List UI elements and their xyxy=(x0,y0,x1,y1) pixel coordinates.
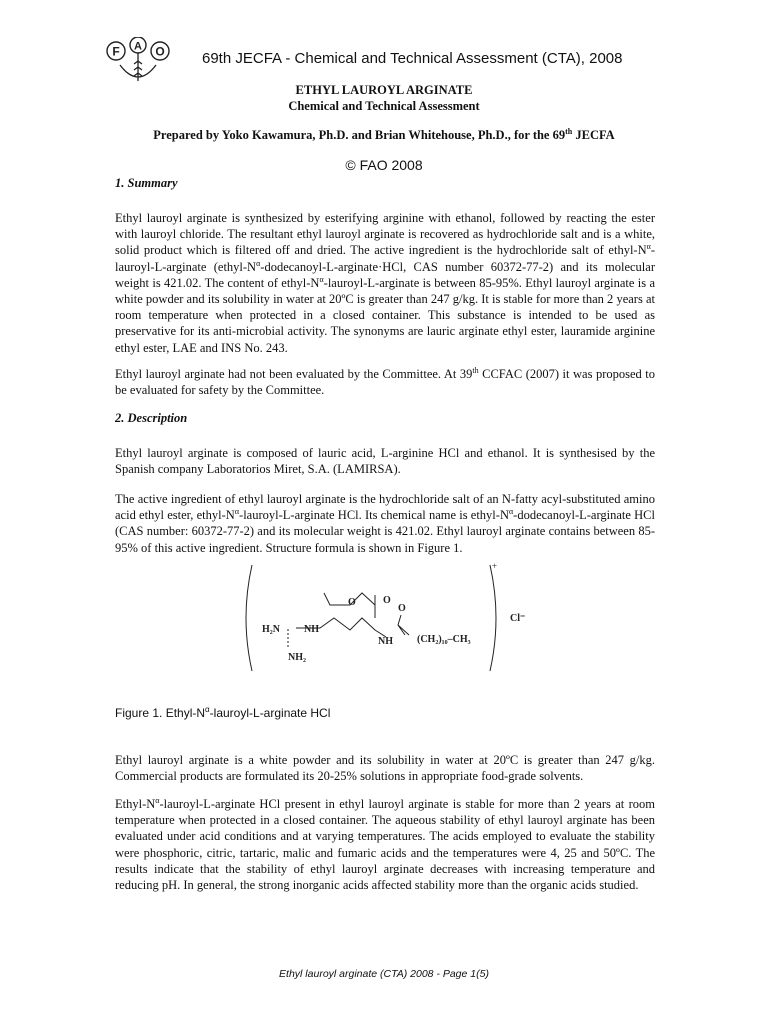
copyright: © FAO 2008 xyxy=(345,157,423,173)
logo-letter-o: O xyxy=(155,44,165,59)
nh2-label: NH₂ xyxy=(288,652,306,663)
plus-sign: + xyxy=(492,563,498,571)
carbonyl-oxygen-label: O xyxy=(383,595,391,606)
document-title: ETHYL LAUROYL ARGINATE xyxy=(295,83,473,97)
fao-logo xyxy=(106,37,170,87)
page-footer: Ethyl lauroyl arginate (CTA) 2008 - Page 1(5) xyxy=(279,968,489,980)
structure-formula xyxy=(238,563,528,673)
logo-letter-f: F xyxy=(112,44,120,59)
logo-letter-a: A xyxy=(134,40,142,53)
description-paragraph-4: Ethyl-$N^\alpha-lauroyl-L$-arginate HCl present in ethyl lauroyl arginate is stable for more than 2 years at room temperature when protected in a closed container. The aqueous stability of ethyl lauroyl arginate has been evaluated under acid conditions and at varying temperatures. The acids employed to evaluate the stability were phosphoric, citric, tartaric, malic and fumaric acids and the temperatures were 4, 25 and 50ºC. The results indicate that the stability of ethyl lauroyl arginate decreases with increasing temperature and reducing pH. In general, the strong inorganic acids affected stability more than the organic acids studied. xyxy=(115,795,655,893)
summary-paragraph-1: Ethyl lauroyl arginate is synthesized by esterifying arginine with ethanol, followed by reacting the ester with lauroyl chloride. The resultant ethyl lauroyl arginate is recovered as hydrochloride salt and is a white, solid product which is filtered off and dried. The active ingredient is the hydrochloride salt of ethyl-$N^\alpha-lauroyl-L$-arginate ($ethyl-N^\alpha-dodecanoyl-L-arginate\cdot HCl$, CAS number 60372-77-2) and its molecular weight is 421.02. The content of ethyl-$N^\alpha-lauroyl-L$-arginate is between 85-95%. Ethyl lauroyl arginate is a white powder and its solubility in water at 20ºC is greater than 247 g/kg. It is stable for more than 2 years at room temperature when protected in a closed container. This substance is intended to be used as preservative for its anti-microbial activity. The synonyms are lauric arginate ethyl ester, lauramide arginine ethyl ester, LAE and INS No. 243. xyxy=(115,211,655,355)
section-heading-description: 2. Description xyxy=(115,411,188,425)
description-paragraph-3: Ethyl lauroyl arginate is a white powder and its solubility in water at 20ºC is greater than 247 g/kg. Commercial products are formulated its 20-25% solutions in appropriate food-grade solvents. xyxy=(115,753,655,784)
description-paragraph-2: The active ingredient of ethyl lauroyl arginate is the hydrochloride salt of an N-fatty acyl-substituted amino acid ethyl ester, ethyl-$N^\alpha-lauroyl-L$-arginate HCl. Its chemical name is ethyl-$N^\alpha-dodecanoyl-L$-arginate HCl (CAS number: 60372-77-2) and its molecular weight is 421.02. Ethyl lauroyl arginate contains between 85-95% of this active ingredient. Structure formula is shown in Figure 1. xyxy=(115,492,655,555)
figure-caption: Figure 1. Ethyl-$N^\alpha-lauroyl-L$-arginate HCl xyxy=(115,705,331,720)
amide-bonds xyxy=(398,615,409,635)
nh-label-2: NH xyxy=(378,636,393,647)
alkyl-chain-label: (CH₂)₁₀–CH₃ xyxy=(417,634,471,645)
document-subtitle: Chemical and Technical Assessment xyxy=(288,99,480,113)
left-bracket xyxy=(246,565,252,671)
chloride-label: Cl⁻ xyxy=(510,613,526,624)
amide-oxygen-label: O xyxy=(398,603,406,614)
ester-oxygen-label: O xyxy=(348,597,356,608)
header-title: 69th JECFA - Chemical and Technical Assessment (CTA), 2008 xyxy=(202,50,623,67)
summary-paragraph-2: Ethyl lauroyl arginate had not been evaluated by the Committee. At 39th CCFAC (2007) it was proposed to be evaluated for safety by the Committee. xyxy=(115,365,656,398)
section-heading-summary: 1. Summary xyxy=(115,176,178,190)
prepared-by-line: Prepared by Yoko Kawamura, Ph.D. and Brian Whitehouse, Ph.D., for the 69th JECFA xyxy=(153,127,615,143)
h2n-label: H₂N xyxy=(262,624,280,635)
right-bracket xyxy=(490,565,496,671)
nh-label-1: NH xyxy=(304,624,319,635)
description-paragraph-1: Ethyl lauroyl arginate is composed of lauric acid, L-arginine HCl and ethanol. It is synthesised by the Spanish company Laboratorios Miret, S.A. (LAMIRSA). xyxy=(115,446,655,477)
